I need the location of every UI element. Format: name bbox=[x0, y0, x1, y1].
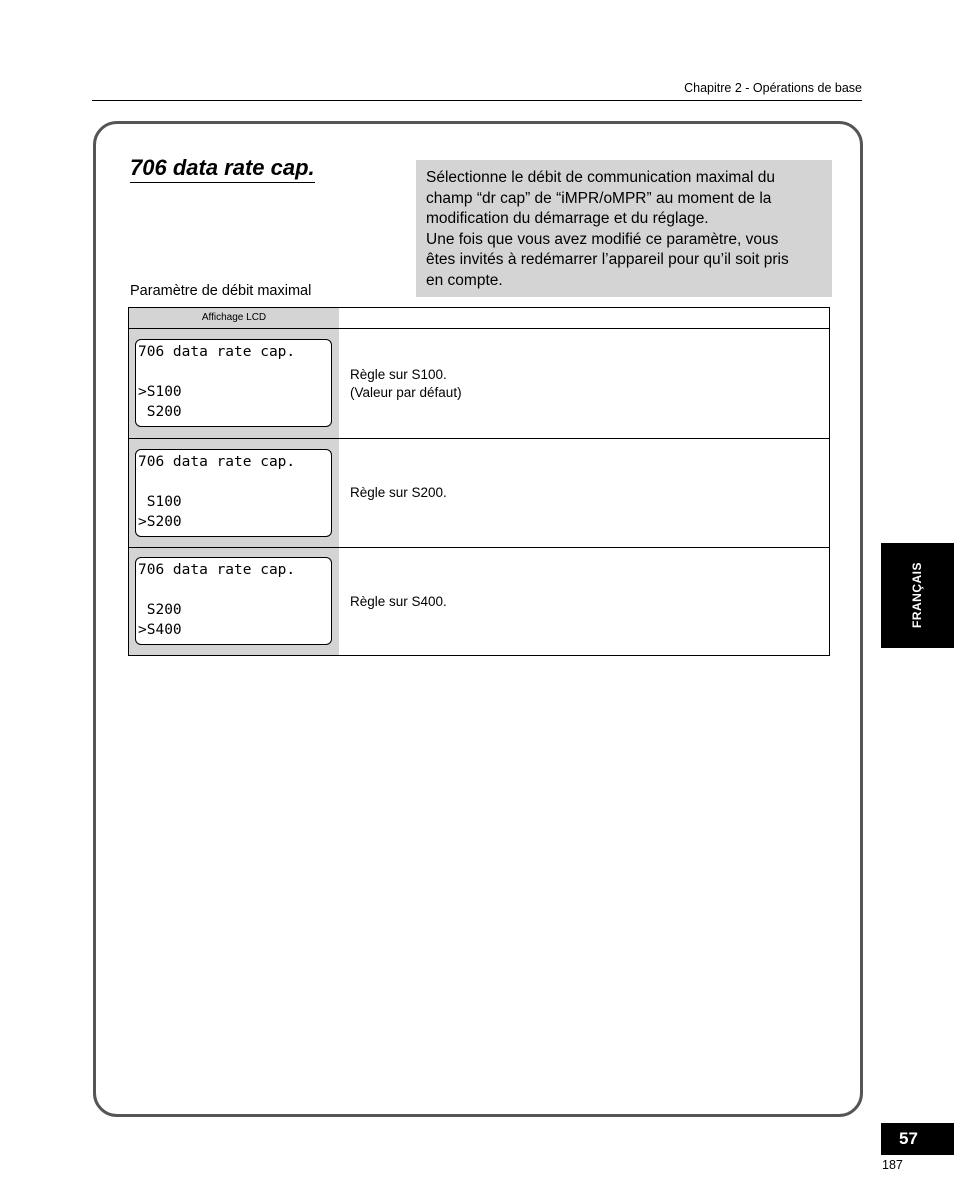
sub-page-number: 187 bbox=[882, 1158, 903, 1172]
lcd-line: S100 bbox=[138, 494, 182, 510]
lcd-line: S200 bbox=[138, 602, 182, 618]
description-cell bbox=[339, 548, 829, 655]
lcd-cell bbox=[129, 548, 339, 655]
lcd-line: 706 data rate cap. bbox=[138, 454, 296, 470]
language-label: FRANÇAIS bbox=[910, 562, 924, 628]
description-cell bbox=[339, 329, 829, 438]
description-line: champ “dr cap” de “iMPR/oMPR” au moment de la bbox=[426, 189, 772, 207]
lcd-line: 706 data rate cap. bbox=[138, 562, 296, 578]
description-text: Règle sur S400. bbox=[350, 593, 447, 609]
description-box bbox=[416, 160, 832, 297]
lcd-cell bbox=[129, 439, 339, 547]
header-description bbox=[339, 308, 829, 328]
table-row bbox=[129, 439, 829, 548]
description-line: êtes invités à redémarrer l’appareil pour qu’il soit pris bbox=[426, 251, 789, 268]
description-line: modification du démarrage et du réglage. bbox=[426, 210, 709, 227]
lcd-line: >S400 bbox=[138, 622, 182, 638]
lcd-screen bbox=[135, 449, 332, 537]
description-cell bbox=[339, 439, 829, 547]
header-rule bbox=[92, 100, 862, 101]
table-row bbox=[129, 548, 829, 655]
lcd-line bbox=[138, 362, 331, 382]
parameter-table bbox=[128, 307, 830, 656]
lcd-line bbox=[138, 472, 331, 492]
table-row bbox=[129, 329, 829, 439]
description-line: en compte. bbox=[426, 271, 503, 289]
lcd-line: >S200 bbox=[138, 514, 182, 530]
lcd-line: S200 bbox=[138, 404, 182, 420]
table-header-row bbox=[129, 308, 829, 329]
description-text: Règle sur S100. bbox=[350, 366, 447, 382]
language-tab bbox=[881, 543, 954, 648]
description-line: Sélectionne le débit de communication maximal du bbox=[426, 169, 775, 186]
chapter-header: Chapitre 2 - Opérations de base bbox=[684, 81, 862, 95]
lcd-line bbox=[138, 580, 331, 600]
description-text: (Valeur par défaut) bbox=[350, 384, 462, 400]
table-caption: Paramètre de débit maximal bbox=[130, 283, 312, 299]
lcd-cell bbox=[129, 329, 339, 438]
section-title: 706 data rate cap. bbox=[130, 155, 315, 183]
lcd-line: >S100 bbox=[138, 384, 182, 400]
lcd-screen bbox=[135, 557, 332, 645]
description-line: Une fois que vous avez modifié ce paramètre, vous bbox=[426, 230, 779, 248]
page-number: 57 bbox=[881, 1123, 954, 1155]
lcd-line: 706 data rate cap. bbox=[138, 344, 296, 360]
description-text: Règle sur S200. bbox=[350, 485, 447, 500]
lcd-screen bbox=[135, 339, 332, 427]
header-lcd-display: Affichage LCD bbox=[129, 308, 339, 328]
